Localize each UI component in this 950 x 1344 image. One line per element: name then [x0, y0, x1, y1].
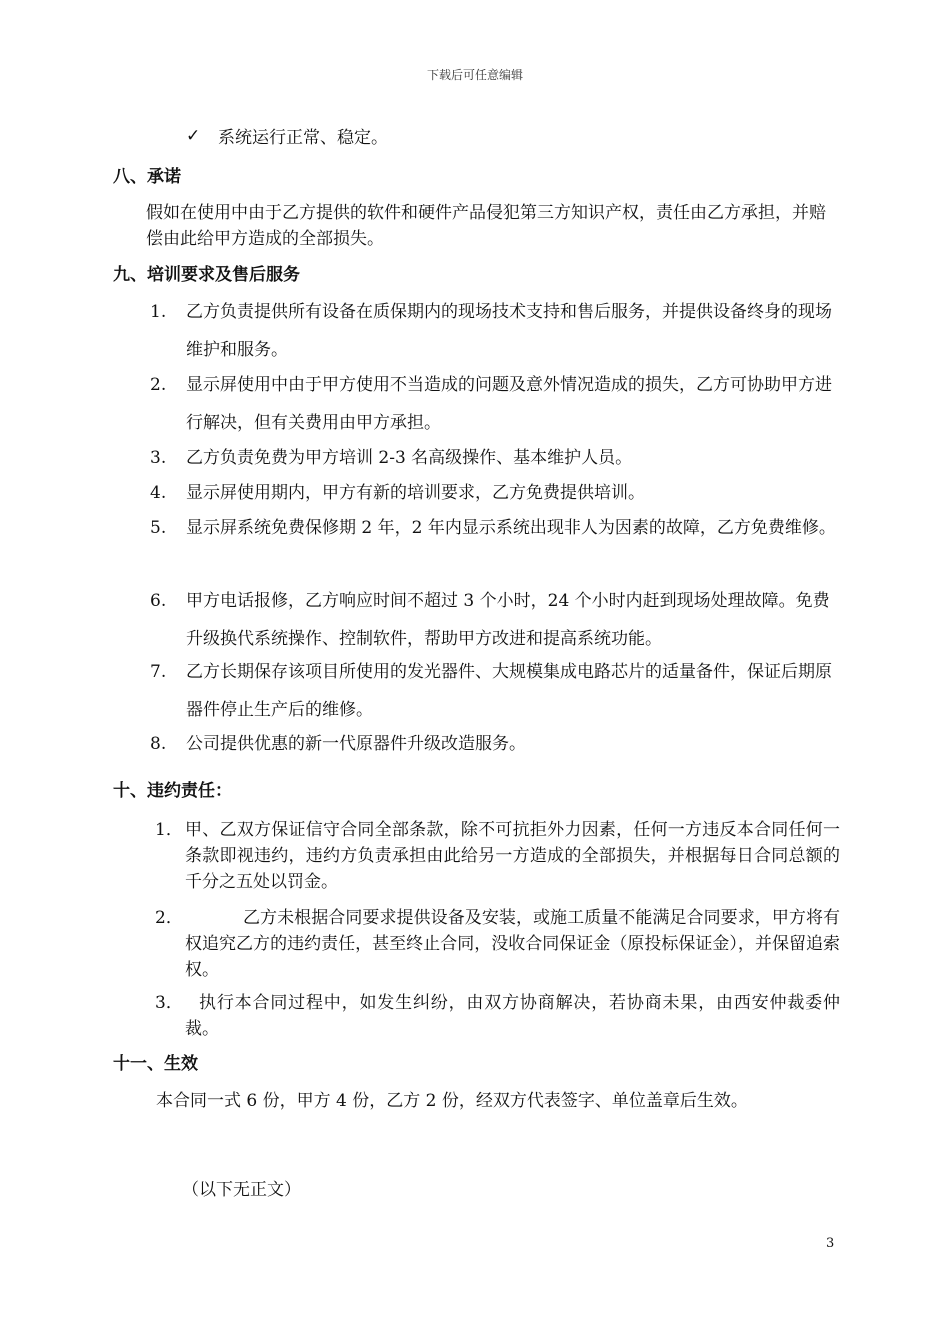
section-11-heading: 十一、生效 — [113, 1054, 198, 1074]
list-item-number: 5. — [150, 518, 167, 538]
list-item-number: 8. — [150, 734, 167, 754]
list-item-text: 显示屏使用期内，甲方有新的培训要求，乙方免费提供培训。 — [186, 483, 645, 503]
list-item-text: 乙方长期保存该项目所使用的发光器件、大规模集成电路芯片的适量备件，保证后期原器件停止生产后的维修。 — [186, 662, 832, 720]
section-8-body: 假如在使用中由于乙方提供的软件和硬件产品侵犯第三方知识产权，责任由乙方承担，并赔偿由此给甲方造成的全部损失。 — [146, 203, 826, 249]
section-11-body: 本合同一式 6 份，甲方 4 份，乙方 2 份，经双方代表签字、单位盖章后生效。 — [156, 1091, 748, 1111]
list-item-number: 3． — [155, 993, 183, 1013]
list-item-number: 6. — [150, 591, 167, 611]
page-header: 下载后可任意编辑 — [426, 68, 523, 82]
closing-note: （以下无正文） — [182, 1180, 301, 1200]
list-item-number: 7. — [150, 662, 167, 682]
page-number: 3 — [826, 1236, 835, 1251]
list-item-text: 显示屏系统免费保修期 2 年，2 年内显示系统出现非人为因素的故障，乙方免费维修。 — [186, 518, 836, 538]
list-item-number: 3. — [150, 448, 167, 468]
list-item-number: 4. — [150, 483, 167, 503]
checkmark-icon: ✓ — [186, 126, 201, 146]
section-9-heading: 九、培训要求及售后服务 — [113, 265, 300, 285]
list-item-text: 执行本合同过程中，如发生纠纷，由双方协商解决，若协商未果，由西安仲裁委仲裁。 — [185, 993, 840, 1039]
list-item-text: 乙方未根据合同要求提供设备及安装，或施工质量不能满足合同要求，甲方将有权追究乙方的违约责任，甚至终止合同，没收合同保证金（原投标保证金），并保留追索权。 — [185, 908, 840, 980]
list-item-text: 显示屏使用中由于甲方使用不当造成的问题及意外情况造成的损失，乙方可协助甲方进行解决，但有关费用由甲方承担。 — [186, 375, 832, 433]
list-item-number: 2． — [155, 908, 183, 928]
list-item-number: 1． — [155, 820, 183, 840]
list-item-text: 甲、乙双方保证信守合同全部条款，除不可抗拒外力因素，任何一方违反本合同任何一条款即视违约，违约方负责承担由此给另一方造成的全部损失，并根据每日合同总额的千分之五处以罚金。 — [185, 820, 840, 892]
list-item-text: 公司提供优惠的新一代原器件升级改造服务。 — [186, 734, 526, 754]
list-item-number: 2. — [150, 375, 167, 395]
check-item-text: 系统运行正常、稳定。 — [218, 128, 388, 148]
list-item-text: 甲方电话报修，乙方响应时间不超过 3 个小时，24 个小时内赶到现场处理故障。免费升级换代系统操作、控制软件，帮助甲方改进和提高系统功能。 — [186, 591, 830, 649]
list-item-number: 1. — [150, 302, 167, 322]
list-item-text: 乙方负责提供所有设备在质保期内的现场技术支持和售后服务，并提供设备终身的现场维护和服务。 — [186, 302, 832, 360]
section-8-heading: 八、承诺 — [113, 167, 181, 187]
section-10-heading: 十、违约责任： — [113, 781, 232, 801]
list-item-text: 乙方负责免费为甲方培训 2-3 名高级操作、基本维护人员。 — [186, 448, 633, 468]
